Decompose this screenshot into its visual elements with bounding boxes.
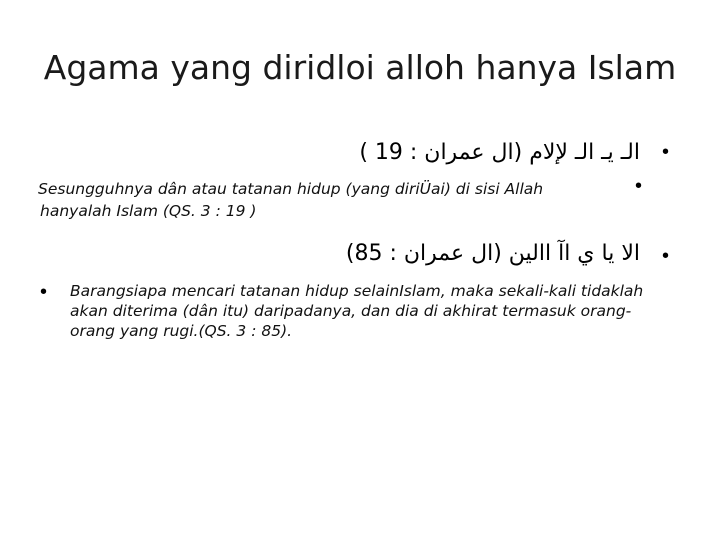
bullet-2: •	[635, 175, 643, 197]
arabic-verse-19: الـ يـ الـ لإلام (ال عمران : 19 )	[359, 140, 640, 165]
arabic-verse-85: الا يا ي اآ االين (ال عمران : 85)	[345, 241, 640, 266]
bullet-3: •	[662, 245, 670, 267]
translation-19-line2: hanyalah Islam (QS. 3 : 19 )	[40, 202, 257, 220]
translation-85: Barangsiapa mencari tatanan hidup selainIslam, maka sekali-kali tidaklah akan diterima (dân itu) daripadanya, dan dia di akhirat termasuk orang-orang yang rugi.(QS. 3 : 85).	[70, 282, 644, 340]
translation-19-line1: Sesungguhnya dân atau tatanan hidup (yang diriÜai) di sisi Allah	[38, 180, 544, 198]
slide-title: Agama yang diridloi alloh hanya Islam	[43, 48, 677, 87]
bullet-4: •	[40, 281, 48, 303]
bullet-1: •	[662, 141, 670, 163]
